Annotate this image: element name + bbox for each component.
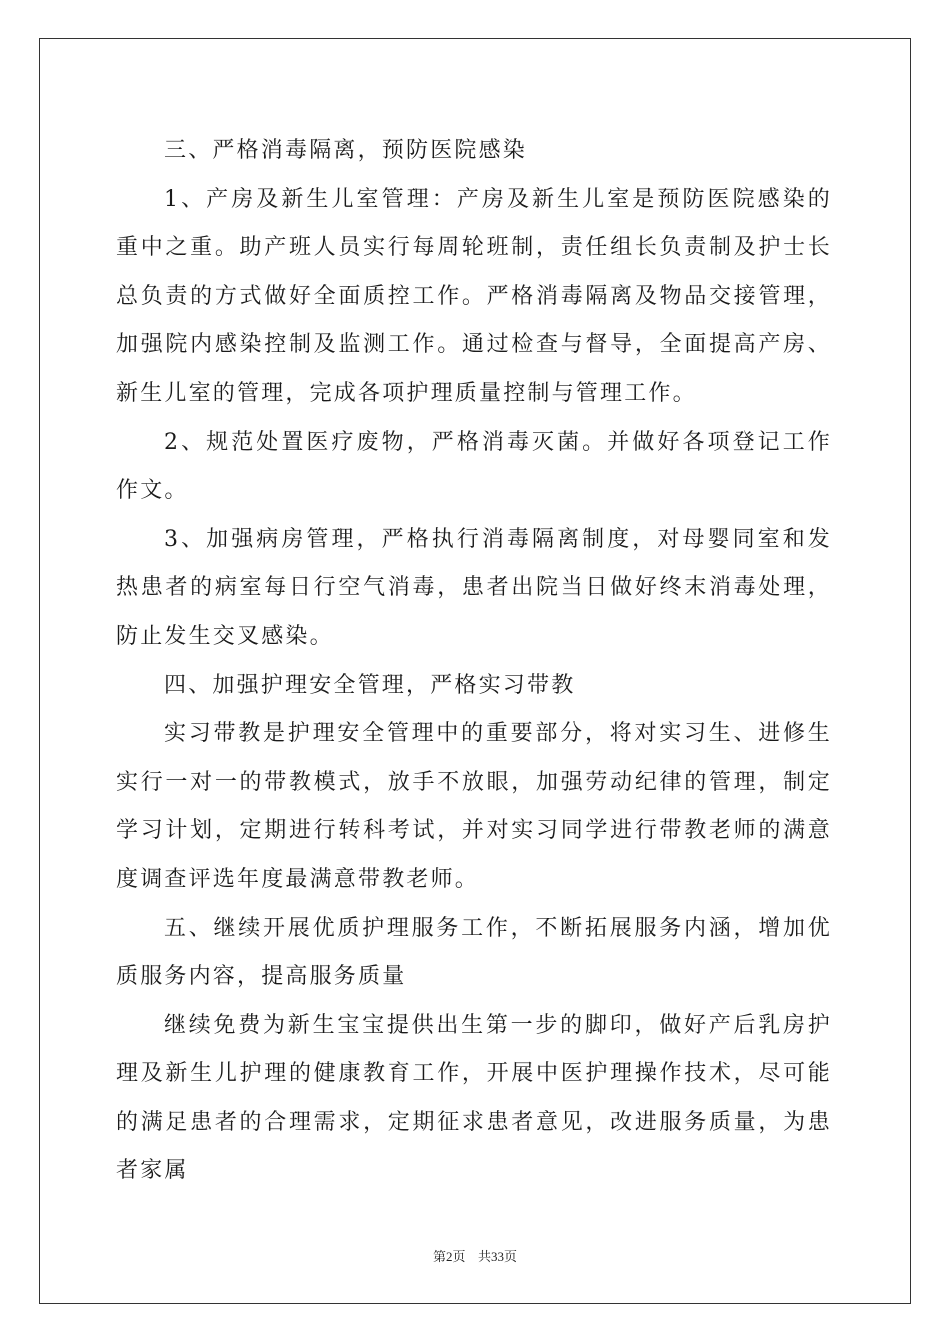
- footer-page-unit: 页: [452, 1250, 466, 1265]
- paragraph-medical-waste: 2、规范处置医疗废物，严格消毒灭菌。并做好各项登记工作作文。: [116, 429, 832, 504]
- paragraph-delivery-room: 1、产房及新生儿室管理：产房及新生儿室是预防医院感染的重中之重。助产班人员实行每周轮班制，责任组长负责制及护士长总负责的方式做好全面质控工作。严格消毒隔离及物品交接管理，加强院内感染控制及监测工作。通过检查与督导，全面提高产房、新生儿室的管理，完成各项护理质量控制与管理工作。: [116, 186, 832, 406]
- page-footer: [0, 1248, 950, 1267]
- footer-prefix: 第: [433, 1250, 447, 1265]
- document-body: [116, 127, 832, 1196]
- section-heading-3: 三、严格消毒隔离，预防医院感染: [164, 138, 528, 163]
- paragraph-internship-teaching: 实习带教是护理安全管理中的重要部分，将对实习生、进修生实行一对一的带教模式，放手不放眼，加强劳动纪律的管理，制定学习计划，定期进行转科考试，并对实习同学进行带教老师的满意度调查评选年度最满意带教老师。: [116, 721, 832, 892]
- section-heading-5: 五、继续开展优质护理服务工作，不断拓展服务内涵，增加优质服务内容，提高服务质量: [116, 915, 832, 990]
- footer-total-pages: 33: [490, 1249, 504, 1264]
- footer-total-prefix: 共: [477, 1250, 491, 1265]
- section-heading-4: 四、加强护理安全管理，严格实习带教: [164, 672, 576, 698]
- footer-total-unit: 页: [503, 1250, 517, 1265]
- paragraph-quality-service: 继续免费为新生宝宝提供出生第一步的脚印，做好产后乳房护理及新生儿护理的健康教育工作，开展中医护理操作技术，尽可能的满足患者的合理需求，定期征求患者意见，改进服务质量，为患者家属: [116, 1012, 832, 1184]
- footer-page-number: 2: [446, 1249, 453, 1264]
- paragraph-ward-management: 3、加强病房管理，严格执行消毒隔离制度，对母婴同室和发热患者的病室每日行空气消毒，患者出院当日做好终末消毒处理，防止发生交叉感染。: [116, 526, 832, 649]
